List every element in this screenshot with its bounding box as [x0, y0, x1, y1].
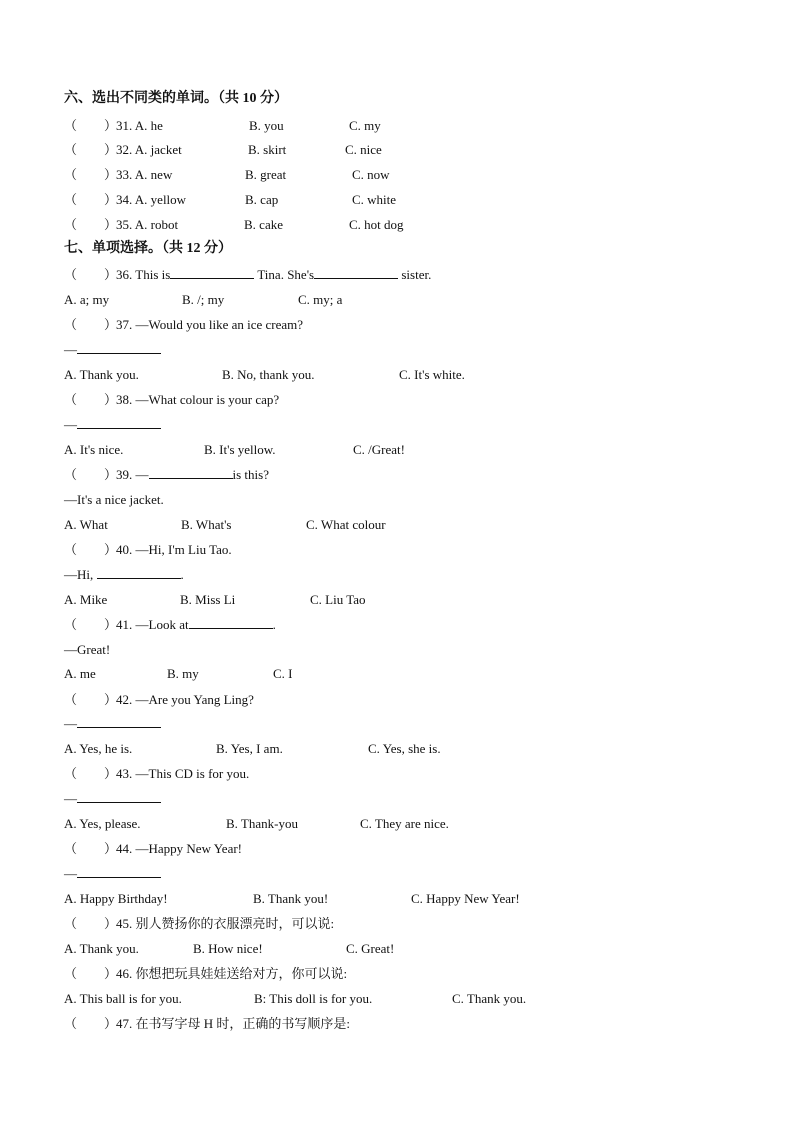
answer-blank[interactable]	[149, 466, 233, 479]
question-36: （ ）36. This is Tina. She's sister.	[64, 267, 432, 282]
q33-option-a: 33. A. new	[116, 167, 173, 182]
q31-option-a: 31. A. he	[116, 118, 163, 133]
question-31: （ ）31. A. he B. you C. my	[64, 118, 381, 133]
question-43: （ ）43. —This CD is for you.	[64, 766, 250, 781]
question-42: （ ）42. —Are you Yang Ling?	[64, 692, 254, 707]
q44-reply: —	[64, 865, 161, 883]
q44-option-c: C. Happy New Year!	[411, 891, 520, 906]
question-46: （ ）46. 你想把玩具娃娃送给对方，你可以说:	[64, 966, 348, 981]
q41-option-a: A. me	[64, 666, 96, 681]
question-47: （ ）47. 在书写字母 H 时，正确的书写顺序是:	[64, 1016, 351, 1031]
answer-blank[interactable]	[77, 416, 161, 429]
answer-blank[interactable]	[77, 790, 161, 803]
q44-option-b: B. Thank you!	[253, 891, 329, 906]
q37-option-b: B. No, thank you.	[222, 367, 315, 382]
q35-option-a: 35. A. robot	[116, 217, 179, 232]
q38-option-a: A. It's nice.	[64, 442, 124, 457]
q45-option-c: C. Great!	[346, 941, 395, 956]
question-33: （ ）33. A. new B. great C. now	[64, 167, 390, 182]
q31-option-c: C. my	[349, 118, 381, 133]
question-38: （ ）38. —What colour is your cap?	[64, 392, 280, 407]
section-7-heading: 七、单项选择。（共 12 分）	[64, 241, 232, 256]
answer-blank[interactable]	[189, 616, 273, 629]
q39-option-b: B. What's	[181, 517, 232, 532]
question-37: （ ）37. —Would you like an ice cream?	[64, 317, 304, 332]
question-34: （ ）34. A. yellow B. cap C. white	[64, 192, 397, 207]
q36-option-b: B. /; my	[182, 292, 225, 307]
answer-blank[interactable]	[97, 566, 181, 579]
q36-option-a: A. a; my	[64, 292, 110, 307]
q41-option-b: B. my	[167, 666, 199, 681]
q34-option-a: 34. A. yellow	[116, 192, 187, 207]
q42-reply: —	[64, 715, 161, 733]
answer-blank[interactable]	[77, 341, 161, 354]
q34-option-c: C. white	[352, 192, 397, 207]
question-45: （ ）45. 别人赞扬你的衣服漂亮时，可以说:	[64, 916, 335, 931]
section-6-heading: 六、选出不同类的单词。（共 10 分）	[64, 91, 288, 106]
q32-option-b: B. skirt	[248, 142, 287, 157]
q40-option-c: C. Liu Tao	[310, 592, 366, 607]
q38-option-c: C. /Great!	[353, 442, 405, 457]
q38-option-b: B. It's yellow.	[204, 442, 276, 457]
question-41: （ ）41. —Look at .	[64, 617, 276, 632]
q37-option-c: C. It's white.	[399, 367, 465, 382]
q45-option-a: A. Thank you.	[64, 941, 139, 956]
answer-blank[interactable]	[314, 266, 398, 279]
q39-option-c: C. What colour	[306, 517, 386, 532]
question-32: （ ）32. A. jacket B. skirt C. nice	[64, 142, 382, 157]
q36-option-c: C. my; a	[298, 292, 343, 307]
q43-option-a: A. Yes, please.	[64, 816, 141, 831]
q42-option-a: A. Yes, he is.	[64, 741, 133, 756]
q42-option-b: B. Yes, I am.	[216, 741, 283, 756]
q41-option-c: C. I	[273, 666, 293, 681]
q43-reply: —	[64, 790, 161, 808]
q37-option-a: A. Thank you.	[64, 367, 139, 382]
q40-option-b: B. Miss Li	[180, 592, 236, 607]
answer-blank[interactable]	[170, 266, 254, 279]
q44-option-a: A. Happy Birthday!	[64, 891, 168, 906]
q35-option-b: B. cake	[244, 217, 283, 232]
q33-option-c: C. now	[352, 167, 390, 182]
answer-blank[interactable]	[77, 715, 161, 728]
question-44: （ ）44. —Happy New Year!	[64, 841, 243, 856]
q39-reply: —It's a nice jacket.	[64, 492, 164, 507]
q43-option-b: B. Thank-you	[226, 816, 298, 831]
question-35: （ ）35. A. robot B. cake C. hot dog	[64, 217, 404, 232]
q39-option-a: A. What	[64, 517, 108, 532]
q35-option-c: C. hot dog	[349, 217, 404, 232]
q41-reply: —Great!	[64, 642, 111, 657]
question-40: （ ）40. —Hi, I'm Liu Tao.	[64, 542, 232, 557]
q46-option-a: A. This ball is for you.	[64, 991, 182, 1006]
q32-option-a: 32. A. jacket	[116, 142, 182, 157]
q31-option-b: B. you	[249, 118, 284, 133]
q37-reply: —	[64, 341, 161, 359]
q45-option-b: B. How nice!	[193, 941, 263, 956]
q40-reply: —Hi, .	[64, 567, 184, 582]
q33-option-b: B. great	[245, 167, 287, 182]
answer-blank[interactable]	[77, 865, 161, 878]
q38-reply: —	[64, 416, 161, 434]
q46-option-b: B: This doll is for you.	[254, 991, 373, 1006]
question-39: （ ）39. — is this?	[64, 467, 269, 482]
q34-option-b: B. cap	[245, 192, 279, 207]
q42-option-c: C. Yes, she is.	[368, 741, 441, 756]
q43-option-c: C. They are nice.	[360, 816, 449, 831]
q32-option-c: C. nice	[345, 142, 382, 157]
q46-option-c: C. Thank you.	[452, 991, 527, 1006]
q40-option-a: A. Mike	[64, 592, 108, 607]
